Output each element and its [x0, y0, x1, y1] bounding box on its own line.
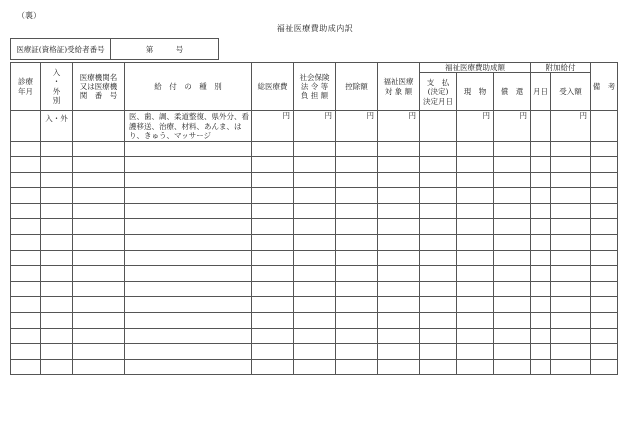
table-cell[interactable] — [378, 313, 420, 329]
table-cell[interactable] — [531, 297, 551, 313]
table-cell[interactable] — [336, 328, 378, 344]
table-cell[interactable] — [457, 157, 494, 173]
table-cell[interactable] — [531, 203, 551, 219]
table-cell[interactable] — [457, 235, 494, 251]
cell-benefit-types: 医、歯、調、柔道整復、県外分、看護移送、治療、材料、あんま、はり、きゅう、マッサージ — [125, 111, 252, 141]
table-cell[interactable] — [294, 313, 336, 329]
table-cell[interactable] — [494, 219, 531, 235]
table-cell[interactable] — [336, 141, 378, 157]
table-cell[interactable] — [11, 344, 41, 360]
table-cell[interactable] — [125, 344, 252, 360]
cell-welfare-target-amount: 円 — [378, 111, 420, 141]
table-row — [11, 188, 618, 204]
table-cell[interactable] — [125, 266, 252, 282]
table-cell[interactable] — [420, 157, 457, 173]
recipient-id-box — [10, 38, 219, 60]
table-cell[interactable] — [457, 250, 494, 266]
table-cell[interactable] — [294, 297, 336, 313]
table-cell[interactable] — [41, 188, 73, 204]
table-cell[interactable] — [125, 235, 252, 251]
header-received-amount: 受入額 — [551, 73, 591, 111]
cell-deduction: 円 — [336, 111, 378, 141]
table-cell[interactable] — [457, 313, 494, 329]
table-cell[interactable] — [252, 344, 294, 360]
table-cell[interactable] — [531, 219, 551, 235]
cell-received-amount: 円 — [551, 111, 591, 141]
recipient-id-field[interactable]: 第 号 — [111, 39, 219, 60]
table-cell[interactable] — [551, 250, 591, 266]
table-row — [11, 328, 618, 344]
table-cell[interactable] — [294, 250, 336, 266]
table-cell[interactable] — [125, 281, 252, 297]
table-cell[interactable] — [11, 141, 41, 157]
table-cell[interactable] — [73, 250, 125, 266]
table-row — [11, 157, 618, 173]
table-cell[interactable] — [531, 328, 551, 344]
document-title: 福祉医療費助成内訳 — [276, 24, 354, 33]
table-cell[interactable] — [11, 235, 41, 251]
header-in-kind: 現 物 — [457, 73, 494, 111]
table-cell[interactable] — [531, 359, 551, 375]
table-row — [11, 297, 618, 313]
table-cell[interactable] — [11, 313, 41, 329]
table-cell[interactable] — [494, 188, 531, 204]
cell-payment-decision-date[interactable] — [420, 111, 457, 141]
table-cell[interactable] — [494, 157, 531, 173]
table-cell[interactable] — [457, 172, 494, 188]
table-cell[interactable] — [336, 297, 378, 313]
table-cell[interactable] — [125, 188, 252, 204]
table-cell[interactable] — [591, 359, 618, 375]
table-cell[interactable] — [41, 235, 73, 251]
table-cell[interactable] — [378, 172, 420, 188]
table-cell[interactable] — [73, 188, 125, 204]
table-cell[interactable] — [125, 172, 252, 188]
table-cell[interactable] — [294, 359, 336, 375]
header-reimbursement: 償 還 — [494, 73, 531, 111]
table-cell[interactable] — [420, 235, 457, 251]
table-cell[interactable] — [494, 313, 531, 329]
table-cell[interactable] — [531, 141, 551, 157]
table-cell[interactable] — [41, 266, 73, 282]
table-cell[interactable] — [336, 188, 378, 204]
table-cell[interactable] — [531, 344, 551, 360]
table-cell[interactable] — [531, 235, 551, 251]
table-cell[interactable] — [378, 281, 420, 297]
table-cell[interactable] — [294, 188, 336, 204]
table-cell[interactable] — [551, 297, 591, 313]
table-cell[interactable] — [457, 219, 494, 235]
table-row — [11, 235, 618, 251]
table-cell[interactable] — [494, 344, 531, 360]
table-cell[interactable] — [252, 235, 294, 251]
table-cell[interactable] — [73, 281, 125, 297]
table-cell[interactable] — [420, 297, 457, 313]
table-cell[interactable] — [294, 235, 336, 251]
cell-treatment-month[interactable] — [11, 111, 41, 141]
table-cell[interactable] — [420, 172, 457, 188]
table-cell[interactable] — [591, 250, 618, 266]
table-cell[interactable] — [11, 266, 41, 282]
table-cell[interactable] — [420, 219, 457, 235]
table-cell[interactable] — [73, 344, 125, 360]
subsidy-breakdown-table — [10, 62, 618, 375]
table-cell[interactable] — [294, 328, 336, 344]
table-cell[interactable] — [378, 344, 420, 360]
table-cell[interactable] — [336, 281, 378, 297]
table-cell[interactable] — [591, 172, 618, 188]
table-cell[interactable] — [420, 359, 457, 375]
table-cell[interactable] — [457, 203, 494, 219]
table-cell[interactable] — [531, 266, 551, 282]
table-cell[interactable] — [531, 281, 551, 297]
table-cell[interactable] — [73, 141, 125, 157]
table-cell[interactable] — [378, 141, 420, 157]
table-cell[interactable] — [252, 313, 294, 329]
table-cell[interactable] — [125, 203, 252, 219]
table-cell[interactable] — [457, 266, 494, 282]
table-cell[interactable] — [591, 281, 618, 297]
table-cell[interactable] — [551, 188, 591, 204]
table-row — [11, 219, 618, 235]
table-cell[interactable] — [336, 203, 378, 219]
table-cell[interactable] — [336, 313, 378, 329]
header-total-medical-cost: 総医療費 — [252, 63, 294, 111]
table-cell[interactable] — [73, 266, 125, 282]
table-cell[interactable] — [125, 297, 252, 313]
table-cell[interactable] — [551, 172, 591, 188]
table-cell[interactable] — [41, 203, 73, 219]
table-cell[interactable] — [73, 313, 125, 329]
table-cell[interactable] — [252, 281, 294, 297]
table-cell[interactable] — [252, 188, 294, 204]
table-cell[interactable] — [494, 359, 531, 375]
recipient-id-label: 医療証(資格証)受給者番号 — [11, 39, 111, 60]
table-cell[interactable] — [591, 188, 618, 204]
table-cell[interactable] — [494, 266, 531, 282]
table-cell[interactable] — [420, 281, 457, 297]
table-cell[interactable] — [11, 359, 41, 375]
header-medical-institution: 医療機関名 又は医療機 関 番 号 — [73, 63, 125, 111]
table-cell[interactable] — [551, 141, 591, 157]
table-row — [11, 111, 618, 141]
table-cell[interactable] — [41, 250, 73, 266]
table-cell[interactable] — [457, 141, 494, 157]
table-cell[interactable] — [252, 359, 294, 375]
table-cell[interactable] — [420, 328, 457, 344]
table-cell[interactable] — [591, 219, 618, 235]
table-cell[interactable] — [551, 344, 591, 360]
table-cell[interactable] — [494, 235, 531, 251]
table-row — [11, 281, 618, 297]
table-cell[interactable] — [294, 141, 336, 157]
header-deduction: 控除額 — [336, 63, 378, 111]
table-cell[interactable] — [125, 250, 252, 266]
table-cell[interactable] — [11, 203, 41, 219]
table-cell[interactable] — [336, 266, 378, 282]
table-cell[interactable] — [378, 359, 420, 375]
table-cell[interactable] — [41, 328, 73, 344]
table-cell[interactable] — [494, 297, 531, 313]
table-cell[interactable] — [125, 313, 252, 329]
table-cell[interactable] — [11, 188, 41, 204]
table-cell[interactable] — [294, 203, 336, 219]
table-cell[interactable] — [41, 141, 73, 157]
cell-inpatient-outpatient: 入・外 — [41, 111, 73, 141]
table-cell[interactable] — [294, 281, 336, 297]
table-cell[interactable] — [378, 188, 420, 204]
table-cell[interactable] — [378, 250, 420, 266]
table-cell[interactable] — [494, 250, 531, 266]
table-cell[interactable] — [73, 203, 125, 219]
table-cell[interactable] — [531, 157, 551, 173]
table-cell[interactable] — [294, 344, 336, 360]
table-row — [11, 172, 618, 188]
table-cell[interactable] — [41, 219, 73, 235]
table-cell[interactable] — [41, 281, 73, 297]
table-cell[interactable] — [591, 297, 618, 313]
table-cell[interactable] — [378, 219, 420, 235]
table-cell[interactable] — [420, 344, 457, 360]
table-cell[interactable] — [336, 219, 378, 235]
table-cell[interactable] — [11, 172, 41, 188]
table-cell[interactable] — [252, 157, 294, 173]
table-cell[interactable] — [591, 235, 618, 251]
table-cell[interactable] — [420, 266, 457, 282]
table-cell[interactable] — [73, 235, 125, 251]
table-cell[interactable] — [252, 266, 294, 282]
table-cell[interactable] — [551, 266, 591, 282]
header-inpatient-outpatient: 入 ・ 外 別 — [41, 63, 73, 111]
header-payment-decision-date: 支 払 (決定) 決定月日 — [420, 73, 457, 111]
table-cell[interactable] — [252, 328, 294, 344]
back-side-label: （裏） — [17, 11, 41, 20]
table-cell[interactable] — [252, 141, 294, 157]
table-cell[interactable] — [591, 203, 618, 219]
table-cell[interactable] — [294, 157, 336, 173]
blank-rows — [11, 141, 618, 375]
table-cell[interactable] — [125, 359, 252, 375]
table-cell[interactable] — [252, 297, 294, 313]
table-cell[interactable] — [41, 157, 73, 173]
table-cell[interactable] — [294, 172, 336, 188]
table-cell[interactable] — [420, 141, 457, 157]
table-cell[interactable] — [420, 250, 457, 266]
table-cell[interactable] — [457, 328, 494, 344]
table-cell[interactable] — [11, 219, 41, 235]
header-welfare-target-amount: 福祉医療 対 象 額 — [378, 63, 420, 111]
table-cell[interactable] — [125, 141, 252, 157]
table-cell[interactable] — [378, 297, 420, 313]
cell-remarks[interactable] — [591, 111, 618, 141]
table-cell[interactable] — [591, 313, 618, 329]
table-cell[interactable] — [11, 250, 41, 266]
table-cell[interactable] — [11, 297, 41, 313]
table-cell[interactable] — [551, 328, 591, 344]
table-cell[interactable] — [336, 157, 378, 173]
table-cell[interactable] — [252, 203, 294, 219]
table-cell[interactable] — [531, 172, 551, 188]
table-cell[interactable] — [591, 266, 618, 282]
table-cell[interactable] — [551, 219, 591, 235]
table-cell[interactable] — [494, 203, 531, 219]
table-cell[interactable] — [551, 313, 591, 329]
table-cell[interactable] — [378, 266, 420, 282]
table-row — [11, 203, 618, 219]
table-cell[interactable] — [531, 188, 551, 204]
table-cell[interactable] — [494, 172, 531, 188]
table-cell[interactable] — [125, 157, 252, 173]
cell-social-insurance-burden: 円 — [294, 111, 336, 141]
table-cell[interactable] — [41, 359, 73, 375]
table-cell[interactable] — [591, 141, 618, 157]
header-month-day: 月日 — [531, 73, 551, 111]
table-cell[interactable] — [591, 157, 618, 173]
table-cell[interactable] — [41, 344, 73, 360]
table-cell[interactable] — [336, 172, 378, 188]
table-cell[interactable] — [73, 359, 125, 375]
table-cell[interactable] — [531, 250, 551, 266]
table-cell[interactable] — [551, 281, 591, 297]
table-cell[interactable] — [73, 328, 125, 344]
cell-month-day[interactable] — [531, 111, 551, 141]
table-row — [11, 250, 618, 266]
table-cell[interactable] — [41, 172, 73, 188]
table-row — [11, 359, 618, 375]
table-cell[interactable] — [378, 157, 420, 173]
table-cell[interactable] — [494, 141, 531, 157]
table-cell[interactable] — [336, 235, 378, 251]
table-cell[interactable] — [336, 250, 378, 266]
table-cell[interactable] — [531, 313, 551, 329]
table-row — [11, 266, 618, 282]
cell-total-medical-cost: 円 — [252, 111, 294, 141]
table-cell[interactable] — [457, 359, 494, 375]
table-cell[interactable] — [494, 328, 531, 344]
table-cell[interactable] — [336, 344, 378, 360]
cell-reimbursement: 円 — [494, 111, 531, 141]
table-cell[interactable] — [252, 172, 294, 188]
table-cell[interactable] — [457, 297, 494, 313]
table-cell[interactable] — [11, 157, 41, 173]
table-cell[interactable] — [591, 344, 618, 360]
table-cell[interactable] — [378, 235, 420, 251]
table-cell[interactable] — [125, 219, 252, 235]
table-row — [11, 313, 618, 329]
header-treatment-month: 診療 年月 — [11, 63, 41, 111]
cell-medical-institution[interactable] — [73, 111, 125, 141]
table-cell[interactable] — [73, 219, 125, 235]
table-cell[interactable] — [420, 188, 457, 204]
table-cell[interactable] — [41, 313, 73, 329]
header-subsidy-group: 福祉医療費助成額 — [420, 63, 531, 73]
table-cell[interactable] — [125, 328, 252, 344]
table-cell[interactable] — [252, 250, 294, 266]
table-cell[interactable] — [494, 281, 531, 297]
table-cell[interactable] — [73, 297, 125, 313]
table-cell[interactable] — [378, 328, 420, 344]
table-cell[interactable] — [11, 328, 41, 344]
table-cell[interactable] — [420, 313, 457, 329]
header-social-insurance-burden: 社会保険 法 令 等 負 担 額 — [294, 63, 336, 111]
table-cell[interactable] — [73, 172, 125, 188]
table-cell[interactable] — [73, 157, 125, 173]
table-cell[interactable] — [294, 219, 336, 235]
table-cell[interactable] — [457, 344, 494, 360]
table-cell[interactable] — [591, 328, 618, 344]
header-remarks: 備 考 — [591, 63, 618, 111]
table-cell[interactable] — [551, 203, 591, 219]
table-row — [11, 141, 618, 157]
header-benefit-type: 給 付 の 種 別 — [125, 63, 252, 111]
table-cell[interactable] — [252, 219, 294, 235]
table-cell[interactable] — [551, 359, 591, 375]
table-cell[interactable] — [457, 188, 494, 204]
header-additional-benefit-group: 附加給付 — [531, 63, 591, 73]
table-cell[interactable] — [420, 203, 457, 219]
table-cell[interactable] — [551, 235, 591, 251]
table-cell[interactable] — [294, 266, 336, 282]
table-cell[interactable] — [41, 297, 73, 313]
table-cell[interactable] — [11, 281, 41, 297]
cell-in-kind: 円 — [457, 111, 494, 141]
table-row — [11, 344, 618, 360]
table-cell[interactable] — [551, 157, 591, 173]
table-cell[interactable] — [378, 203, 420, 219]
table-cell[interactable] — [336, 359, 378, 375]
table-cell[interactable] — [457, 281, 494, 297]
